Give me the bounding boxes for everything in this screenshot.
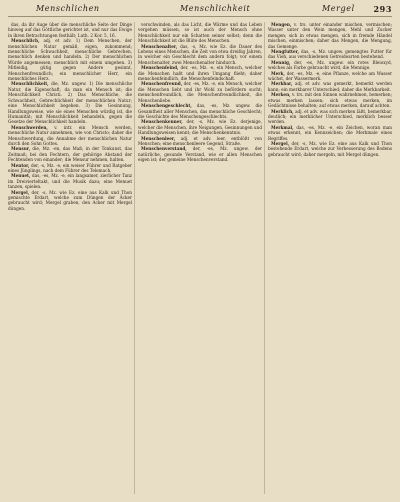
entry-lemma: Menschengeschlecht, [141,103,192,109]
header-left-catchword: Menschlichen [36,4,100,13]
dictionary-entry [138,81,262,103]
text-column-3 [268,22,392,494]
header-right-catchword: Mergel [322,4,355,13]
entry-lemma: Mennig, [271,59,291,65]
dictionary-entry [8,173,132,189]
dictionary-entry [8,22,132,38]
column-divider [134,22,135,494]
entry-text: der, -s, Mz. wie Ez. eine aus Kalk und Thon gemischte Erdart, welche zum Düngen der Äcker gebraucht wird; Mergel graben, den Acker mit Mergel düngen. [8,189,132,211]
dictionary-entry [268,71,392,82]
header-rule [8,16,392,17]
entry-lemma: Mergel, [271,140,290,146]
entry-text: das, -es, Mz. -e, ein langsamer, zierlicher Tanz im Dreivierteltakt, und die Musik dazu; eine Menuet tanzen, spielen. [8,173,132,190]
entry-lemma: Menschenfreund, [141,81,183,87]
entry-text: v. trs. mit den Sinnen wahrnehmen, bemerken; etwas merken lassen; sich etwas merken, im Gedächtnisse behalten; auf etwas merken, darauf achten. [268,92,392,109]
dictionary-entry [268,81,392,92]
entry-text: der, -es, Mz. ungew. ein rotes Bleioxyd, welches als Farbe gebraucht wird, die Mennige. [268,59,392,71]
entry-text: der, -es, Mz. -e, eine Pflanze, welche am Wasser wächst, der Wassermerk. [268,70,392,82]
entry-text: v. trs. unter einander mischen, vermischen; Wasser unter den Wein mengen, Mehl und Zucker mengen; sich in etwas mengen, sich in fremde Händel mischen, einmischen; daher das Mengen, die Mengung, das Gemenge. [268,22,392,49]
entry-text: der, -es, Mz. ungew. der natürliche, gesunde Verstand, wie er allen Menschen eigen ist; der gemeine Menschenverstand. [138,146,262,163]
entry-lemma: Menschwerden, [11,124,48,130]
entry-lemma: Menschenkenner, [141,119,183,125]
dictionary-entry [138,22,262,44]
entry-text: der, -es, Mz. -e, ein Mensch, welcher die Menschen liebt und ihr Wohl zu befördern sucht; menschenfreundlich, die Menschenfreundlichkeit, die Menschenliebe. [138,81,262,103]
page-number: 293 [373,4,392,14]
entry-text: der, -es, Mz. -e, ein Mensch, welcher die Menschen haßt und ihren Umgang flieht; daher menschenfeindlich, die Menschenfeindschaft. [138,65,262,82]
entry-lemma: Merk, [271,70,285,76]
dictionary-entry [138,44,262,66]
dictionary-entry [138,103,262,119]
entry-lemma: Mentor, [11,162,30,168]
dictionary-entry [268,141,392,157]
entry-text: verschwinden, als das Licht, die Wärme und das Leben vergehen müssen, so ist auch der Mensch ohne Menschlichkeit nur ein Schatten seiner selbst; denn die Menschlichkeit ist die Blüte des Menschen. [138,22,262,44]
column-divider [264,22,265,494]
header-center-catchword: Menschlichkeit [180,4,251,13]
dictionary-entry [138,146,262,162]
dictionary-entry [268,22,392,49]
entry-text: das, -s, Mz. ungew. gemengtes Futter für das Vieh, aus verschiedenen Getreidearten bestehend. [268,49,392,60]
dictionary-entry [8,38,132,81]
entry-lemma: Menschenverstand, [141,146,187,152]
dictionary-entry [8,146,132,162]
dictionary-entry [268,92,392,108]
dictionary-entry [268,125,392,141]
entry-lemma: Menschlichkeit, [11,81,49,87]
entry-lemma: Merklich, [271,108,294,114]
entry-lemma: Menuet, [11,173,31,179]
entry-lemma: Menschlich, [11,38,40,44]
entry-text: das, da ihr Auge über die menschliche Seite der Dinge hinweg auf das Göttliche gerichtet ist, und nur das Ewige in ihren Betrachtungen festhält; Luth. 2 Kor. 5, 16. [8,22,132,38]
entry-text: adj. et adv. 1) Dem Menschen, der menschlichen Natur gemäß, eigen, zukommend; menschliche Schwachheit, menschliche Gebrechen, menschlich denken und handeln. 2) Der menschlichen Würde angemessen; menschlich mit einem umgehen. 3) Mitleidig, gütig gegen Andere gesinnt, Menschenfreundlich; ein menschlicher Herr, ein menschliches Herz. [8,38,132,82]
entry-lemma: Menschenleer, [141,135,176,141]
entry-lemma: Merken, [271,92,291,98]
dictionary-entry [268,49,392,60]
dictionary-entry [8,125,132,147]
dictionary-entry [268,60,392,71]
entry-lemma: Mengfutter, [271,49,300,55]
entry-lemma: Merkbar, [271,81,293,87]
dictionary-entry [8,81,132,124]
entry-lemma: Mensur, [11,146,31,152]
dictionary-entry [138,119,262,135]
entry-text: das, -s, Mz. wie Ez. die Dauer des Lebens eines Menschen, die Zeit von etwa dreißig Jahren, in welcher ein Geschlecht dem andern folgt; vor einem Menschenalter, zwei Menschenalter hindurch. [138,43,262,65]
entry-text: die, Mz. ungew. 1) Die menschliche Natur, die Eigenschaft, da man ein Mensch ist; die Menschlichkeit Christi. 2) Das Menschliche, die Schwachheit, Gebrechlichkeit der menschlichen Natur; eine Menschlichkeit begehen. 3) Die Gesinnung, Handlungsweise, wie sie eines Menschen würdig ist, die Humanität; mit Menschlichkeit behandeln, gegen die Gesetze der Menschlichkeit handeln. [8,81,132,125]
entry-text: die, Mz. -en, das Maß; in der Tonkunst, das Zeitmaß; bei den Fechtern, der gehörige Abstand der Fechtenden von einander; die Mensur nehmen, halten. [8,146,132,163]
entry-text: der, -s, Mz. wie Ez. derjenige, welcher die Menschen, ihre Neigungen, Gesinnungen und Handlungsweisen kennt; die Menschenkenntnis. [138,119,262,136]
entry-text: das, -es, Mz. ungew. die Gesamtheit aller Menschen, das menschliche Geschlecht; die Geschichte des Menschengeschlechts. [138,103,262,119]
entry-lemma: Mergel, [11,189,30,195]
entry-lemma: Mengen, [271,22,292,27]
entry-text: der, -s, Mz. wie Ez. eine aus Kalk und Thon bestehende Erdart, welche zur Verbesserung des Bodens gebraucht wird; daher mergeln, mit Mergel düngen. [268,140,392,157]
entry-text: das, -es, Mz. -e, ein Zeichen, woran man etwas erkennt, ein Kennzeichen; die Merkmale eines Begriffes. [268,124,392,141]
text-column-1 [8,22,132,494]
entry-text: adj. et adv. was sich merken läßt, bemerkbar, deutlich; ein merklicher Unterschied, merklich besser werden. [268,108,392,125]
entry-text: adj. et adv. leer, entblößt von Menschen; eine menschenleere Gegend, Straße. [138,135,262,146]
entry-text: v. intr. ein Mensch werden, menschliche Natur annehmen, wie von Christo; daher die Menschwerdung, die Annahme der menschlichen Natur durch den Sohn Gottes. [8,124,132,146]
dictionary-entry [8,163,132,174]
entry-lemma: Menschenalter, [141,43,178,49]
dictionary-entry [138,136,262,147]
dictionary-entry [138,65,262,81]
text-column-2 [138,22,262,494]
dictionary-entry [268,109,392,125]
entry-lemma: Merkmal, [271,124,294,130]
entry-text: adj. et adv. was gemerkt, bemerkt werden kann; ein merkbarer Unterschied; daher die Merkbarkeit. [268,81,392,92]
entry-text: der, -s, Mz. -e, ein weiser Führer und Ratgeber eines Jünglings, nach dem Führer des Telemach. [8,162,132,173]
dictionary-entry [8,190,132,212]
entry-lemma: Menschenfeind, [141,65,179,71]
